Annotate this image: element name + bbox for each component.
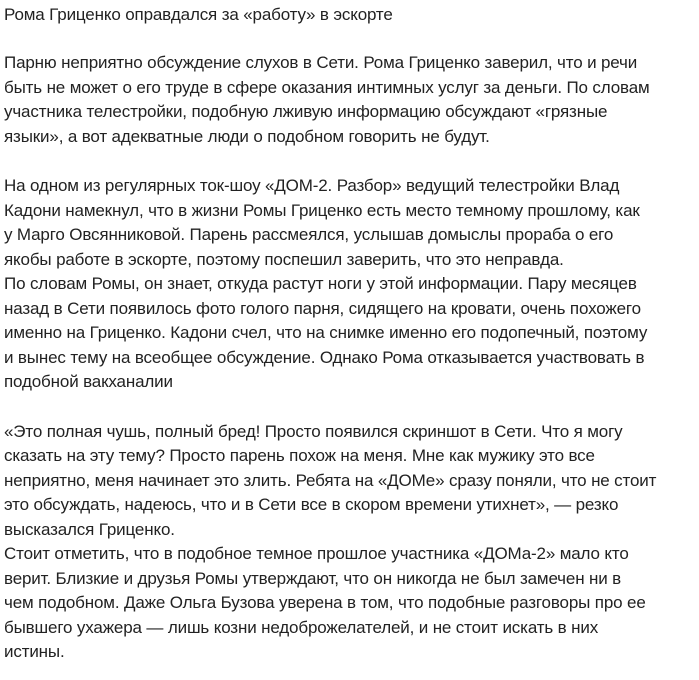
paragraph-photo (4, 272, 694, 395)
text-line: именно на Гриценко. Кадони счел, что на снимке именно его подопечный, поэтому (4, 323, 648, 342)
text-line: участника телестройки, подобную лживую информацию обсуждают «грязные (4, 102, 608, 121)
text-line: назад в Сети появилось фото голого парня, сидящего на кровати, очень похожего (4, 298, 641, 318)
text-line: неприятно, меня начинает это злить. Ребята на «ДОМе» сразу поняли, что не стоит (4, 470, 657, 490)
text-line: и вынес тему на всеобщее обсуждение. Однако Рома отказывается участвовать в (4, 347, 645, 367)
text-line: Парню неприятно обсуждение слухов в Сети. Рома Гриценко заверил, что и речи (4, 53, 638, 72)
text-line: Кадони намекнул, что в жизни Ромы Гриценко есть место темному прошлому, как (4, 200, 640, 220)
text-line: якобы работе в эскорте, поэтому поспешил заверить, что это неправда. (4, 249, 564, 269)
text-line: бывшего ухажера — лишь козни недоброжелателей, и не стоит искать в них (4, 617, 599, 637)
text-line: высказался Гриценко. (4, 519, 175, 539)
text-line: быть не может о его труде в сфере оказания интимных услуг за деньги. По словам (4, 77, 650, 97)
text-line: верит. Близкие и друзья Ромы утверждают, что он никогда не был замечен ни в (4, 568, 622, 588)
text-line: На одном из регулярных ток-шоу «ДОМ-2. Разбор» ведущий телестройки Влад (4, 176, 620, 195)
paragraph-conclusion (4, 542, 694, 665)
text-line: у Марго Овсянниковой. Парень рассмеялся, услышав домыслы прораба о его (4, 225, 614, 244)
text-line: сказать на эту тему? Просто парень похож на меня. Мне как мужику это все (4, 446, 595, 465)
text-line: Стоит отметить, что в подобное темное прошлое участника «ДОМа-2» мало кто (4, 544, 629, 563)
text-line: подобной вакханалии (4, 372, 173, 391)
article-title: Рома Гриценко оправдался за «работу» в эскорте (4, 5, 393, 24)
paragraph-intro (4, 51, 694, 149)
text-line: языки», а вот адекватные люди о подобном говорить не будут. (4, 126, 490, 146)
paragraph-quote (4, 420, 694, 543)
article (4, 0, 694, 665)
text-line: «Это полная чушь, полный бред! Просто появился скриншот в Сети. Что я могу (4, 421, 623, 441)
text-line: По словам Ромы, он знает, откуда растут ноги у этой информации. Пару месяцев (4, 274, 637, 293)
paragraph-show (4, 174, 694, 272)
text-line: чем подобном. Даже Ольга Бузова уверена в том, что подобные разговоры про ее (4, 593, 646, 612)
text-line: это обсуждать, надеюсь, что и в Сети все в скором времени утихнет», — резко (4, 495, 619, 514)
text-line: истины. (4, 642, 65, 661)
